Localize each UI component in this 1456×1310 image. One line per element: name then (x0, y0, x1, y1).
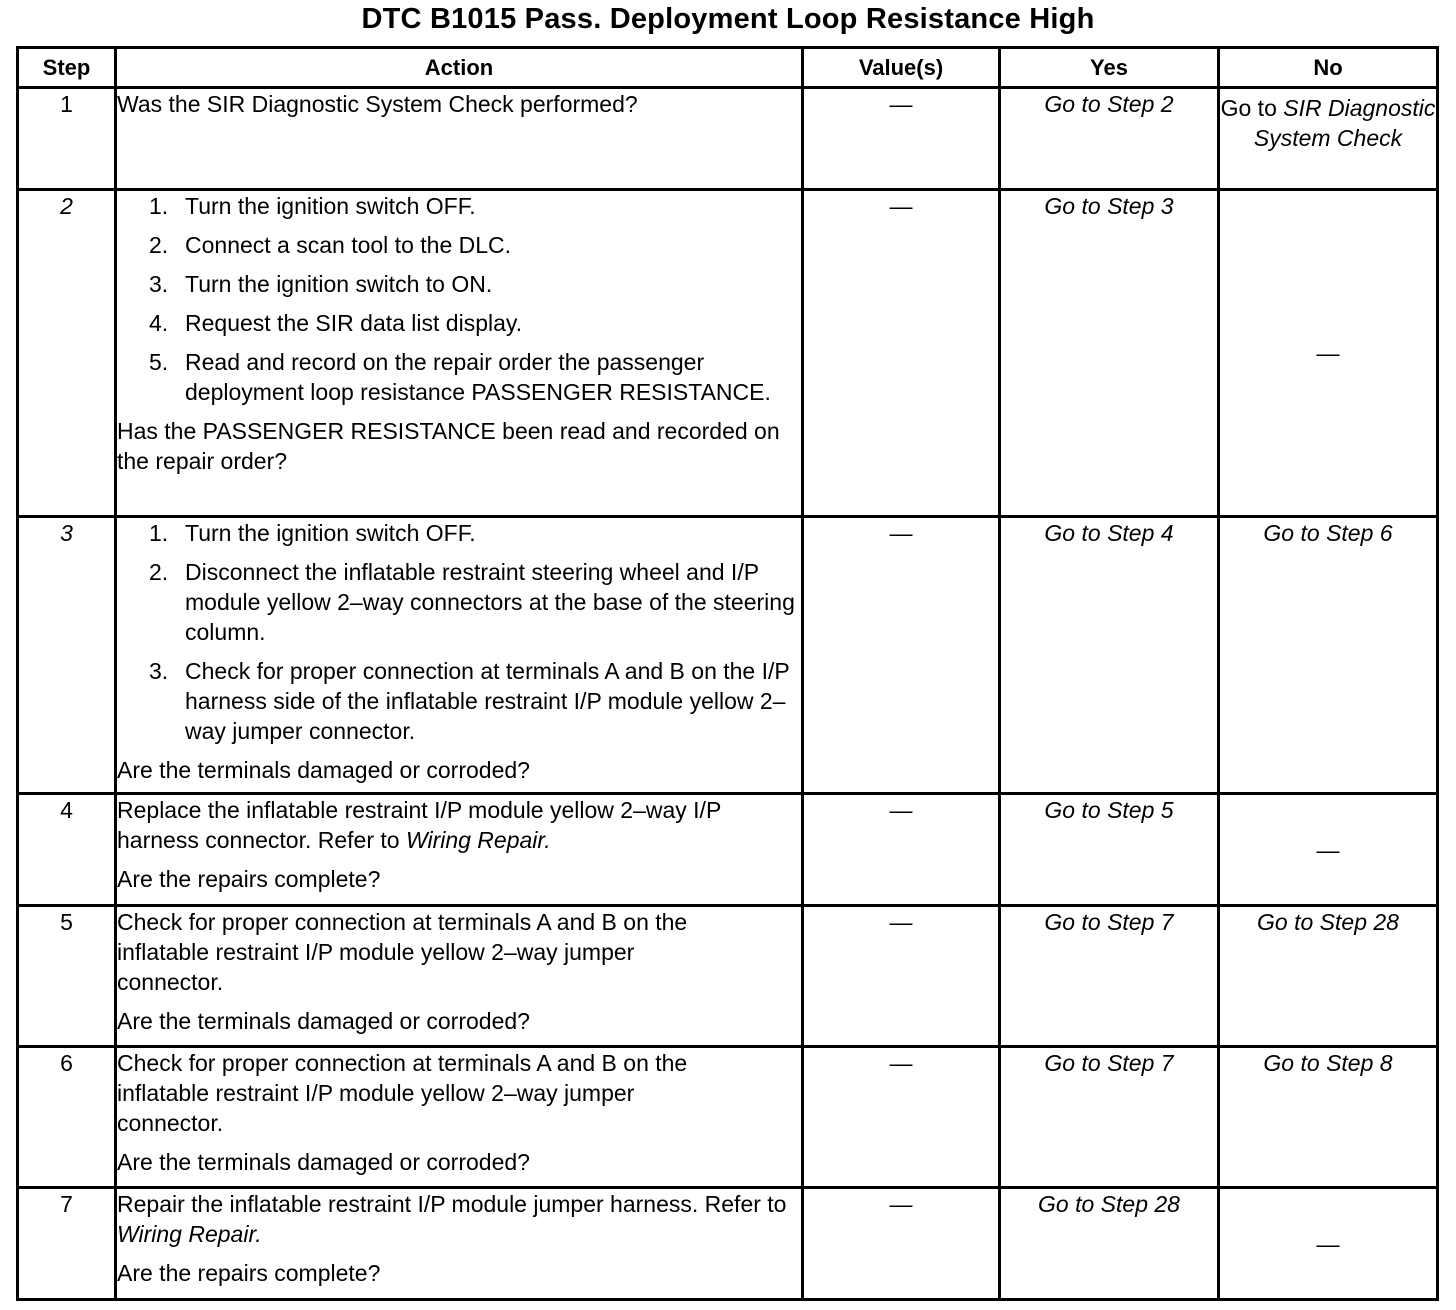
value-cell: — (803, 517, 1000, 794)
header-no: No (1219, 48, 1438, 88)
yes-cell: Go to Step 7 (1000, 906, 1219, 1047)
action-question: Are the repairs complete? (117, 1260, 381, 1286)
action-text: Check for proper connection at terminals A and B on the inflatable restraint I/P module yellow 2–way jumper connector. (117, 909, 688, 995)
table-row (18, 906, 1438, 1047)
no-cell: Go to Step 8 (1219, 1047, 1438, 1188)
action-cell (116, 906, 803, 1047)
action-text: Repair the inflatable restraint I/P module jumper harness. Refer to (117, 1191, 787, 1217)
action-text: Replace the inflatable restraint I/P module yellow 2–way I/P harness connector. Refer to (117, 797, 721, 853)
page-title: DTC B1015 Pass. Deployment Loop Resistance High (361, 3, 1095, 35)
no-cell (1219, 88, 1438, 190)
table-row (18, 1047, 1438, 1188)
action-cell (116, 794, 803, 906)
header-action: Action (116, 48, 803, 88)
value-cell: — (803, 1188, 1000, 1300)
value-cell: — (803, 88, 1000, 190)
table-row (18, 517, 1438, 794)
list-item: 3. Check for proper connection at terminals A and B on the I/P harness side of the inflatable restraint I/P module yellow 2–way jumper connector. (149, 658, 790, 744)
table-row (18, 1188, 1438, 1300)
action-question: Are the repairs complete? (117, 866, 381, 892)
yes-cell: Go to Step 5 (1000, 794, 1219, 906)
action-cell (116, 1047, 803, 1188)
reference-link: Wiring Repair. (117, 1221, 262, 1247)
table-row (18, 794, 1438, 906)
header-step: Step (18, 48, 116, 88)
action-question: Are the terminals damaged or corroded? (117, 1149, 530, 1175)
value-cell: — (803, 906, 1000, 1047)
reference-link: Wiring Repair. (405, 827, 551, 853)
header-row (18, 48, 1438, 88)
no-cell: Go to Step 6 (1219, 517, 1438, 794)
no-cell: — (1219, 794, 1438, 906)
no-prefix: Go to (1220, 95, 1277, 121)
value-cell: — (803, 1047, 1000, 1188)
diagnostic-table (16, 46, 1439, 1301)
action-question: Are the terminals damaged or corroded? (117, 1008, 530, 1034)
action-text: Check for proper connection at terminals A and B on the inflatable restraint I/P module yellow 2–way jumper connector. (117, 1050, 688, 1136)
no-cell: — (1219, 190, 1438, 517)
no-cell: Go to Step 28 (1219, 906, 1438, 1047)
step-number: 5 (18, 906, 116, 1047)
header-values: Value(s) (803, 48, 1000, 88)
yes-cell: Go to Step 7 (1000, 1047, 1219, 1188)
value-cell: — (803, 190, 1000, 517)
action-cell (116, 88, 803, 190)
action-text-block (117, 795, 801, 855)
list-item: 1. Turn the ignition switch OFF. (149, 520, 476, 546)
action-question: Are the terminals damaged or corroded? (117, 757, 530, 783)
yes-cell: Go to Step 28 (1000, 1188, 1219, 1300)
no-link-text: SIR Diagnostic System Check (1253, 95, 1436, 151)
table-row (18, 190, 1438, 517)
list-item: 4. Request the SIR data list display. (149, 310, 523, 336)
step-number: 2 (18, 190, 116, 517)
action-text-block (117, 1189, 801, 1249)
value-cell: — (803, 794, 1000, 906)
yes-cell: Go to Step 4 (1000, 517, 1219, 794)
action-text: Was the SIR Diagnostic System Check performed? (117, 91, 638, 117)
header-yes: Yes (1000, 48, 1219, 88)
table-row (18, 88, 1438, 190)
step-number: 4 (18, 794, 116, 906)
yes-cell: Go to Step 2 (1000, 88, 1219, 190)
yes-cell: Go to Step 3 (1000, 190, 1219, 517)
action-cell (116, 190, 803, 517)
list-item: 5. Read and record on the repair order the passenger deployment loop resistance PASSENGER RESISTANCE. (149, 349, 771, 405)
list-item: 2. Connect a scan tool to the DLC. (149, 232, 512, 258)
action-cell (116, 1188, 803, 1300)
no-cell: — (1219, 1188, 1438, 1300)
step-number: 1 (18, 88, 116, 190)
step-number: 6 (18, 1047, 116, 1188)
step-number: 7 (18, 1188, 116, 1300)
list-item: 3. Turn the ignition switch to ON. (149, 271, 493, 297)
step-number: 3 (18, 517, 116, 794)
list-item: 2. Disconnect the inflatable restraint steering wheel and I/P module yellow 2–way connectors at the base of the steering column. (149, 559, 795, 645)
list-item: 1. Turn the ignition switch OFF. (149, 193, 476, 219)
action-steps (117, 191, 801, 407)
action-cell (116, 517, 803, 794)
action-steps (117, 518, 801, 746)
action-question: Has the PASSENGER RESISTANCE been read and recorded on the repair order? (117, 418, 780, 474)
